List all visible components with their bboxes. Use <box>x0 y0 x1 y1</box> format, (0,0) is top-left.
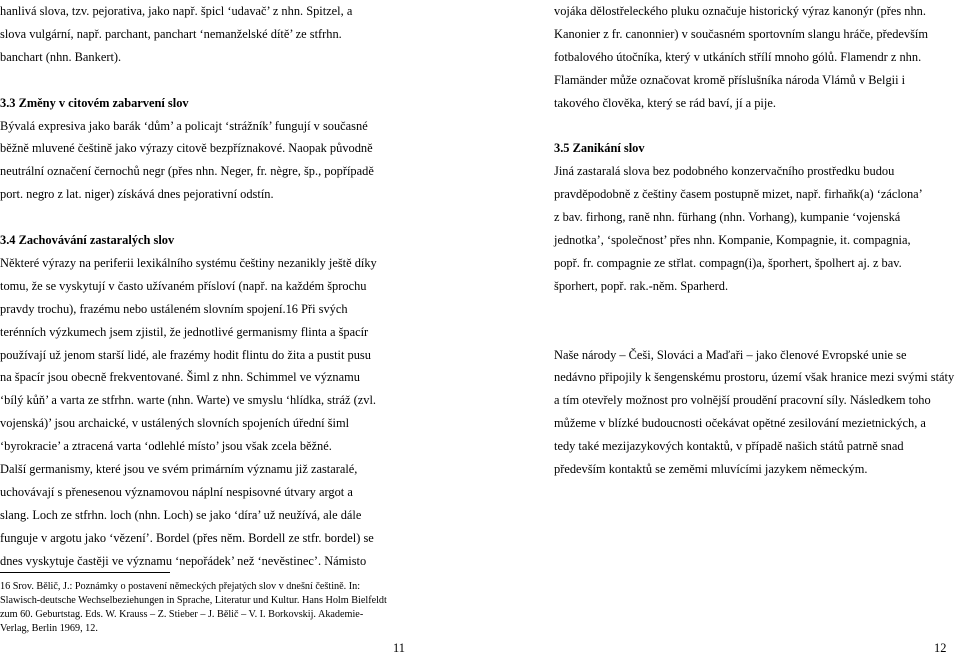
text-line: jednotka’, ‘společnost’ přes nhn. Kompanie, Kompagnie, it. compagnia, <box>554 233 911 248</box>
section-3-4-paragraph <box>0 252 404 458</box>
text-line: slang. Loch ze stfrhn. loch (nhn. Loch) se jako ‘díra’ už neužívá, ale dále <box>0 507 362 522</box>
text-line: ‘byrokracie’ a ztracená varta ‘odlehlé místo’ jsou však zcela běžné. <box>0 439 332 454</box>
text-line: pravděpodobně z češtiny časem postupně mizet, např. firhaňk(a) ‘záclona’ <box>554 187 923 202</box>
section-3-3-heading: 3.3 Změny v citovém zabarvení slov <box>0 95 189 110</box>
text-line: z bav. firhong, raně nhn. fürhang (nhn. Vorhang), kumpanie ‘vojenská <box>554 210 901 225</box>
text-line: Naše národy – Češi, Slováci a Maďaři – jako členové Evropské unie se <box>554 347 907 362</box>
text-line: Bývalá expresiva jako barák ‘dům’ a policajt ‘strážník’ fungují v současné <box>0 118 368 133</box>
right-page <box>554 0 958 481</box>
footnote-16 <box>0 580 404 636</box>
text-line: běžně mluvené češtině jako výrazy citově bezpříznakové. Naopak původně <box>0 141 373 156</box>
text-line: Kanonier z fr. canonnier) v současném sportovním slangu hráče, především <box>554 26 929 41</box>
section-3-5-heading: 3.5 Zanikání slov <box>554 141 645 156</box>
section-3-3-paragraph <box>0 115 404 207</box>
text-line: dnes vyskytuje častěji ve významu ‘nepořádek’ než ‘nevěstinec’. Námisto <box>0 553 367 568</box>
text-line: Flamänder může označovat kromě příslušníka národa Vlámů v Belgii i <box>554 72 906 87</box>
footnote-line: Verlag, Berlin 1969, 12. <box>0 622 98 634</box>
text-line: ‘bílý kůň’ a varta ze stfrhn. warte (nhn. Warte) ve smyslu ‘hlídka, stráž (zvl. <box>0 393 376 408</box>
text-line: pravdy trochu), frazému nebo ustáleném slovním spojení.16 Při svých <box>0 301 348 316</box>
text-line: takového člověka, který se rád baví, jí a pije. <box>554 95 776 110</box>
footnote-line: zum 60. Geburtstag. Eds. W. Krauss – Z. Stieber – J. Bělič – V. I. Borkovskij. Akademie- <box>0 608 364 620</box>
text-line: vojenská)’ jsou archaické, v ustálených slovních spojeních úřední šiml <box>0 416 350 431</box>
text-line: šporhert, popř. rak.-něm. Sparherd. <box>554 278 729 293</box>
text-line: fotbalového útočníka, který v utkáních střílí mnoho gólů. Flamendr z nhn. <box>554 49 922 64</box>
page-number-left: 11 <box>393 641 405 655</box>
section-3-5-paragraph <box>554 160 958 297</box>
continuation-paragraph <box>0 458 404 573</box>
footnote-line: Slawisch-deutsche Wechselbeziehungen in Sprache, Literatur und Kultur. Hans Holm Bielfeldt <box>0 594 387 606</box>
text-line: Jiná zastaralá slova bez podobného konzervačního prostředku budou <box>554 164 895 179</box>
text-line: slova vulgární, např. parchant, panchart ‘nemanželské dítě’ ze stfrhn. <box>0 26 342 41</box>
text-line: na špacír jsou obecně frekventované. Šiml z nhn. Schimmel ve významu <box>0 370 360 385</box>
footnote-line: 16 Srov. Bělič, J.: Poznámky o postavení německých přejatých slov v dnešní češtině. In: <box>0 581 361 592</box>
text-line: nedávno připojily k šengenskému prostoru, území však hranice mezi svými státy <box>554 370 955 385</box>
text-line: a tím otevřely možnost pro volnější proudění pracovní síly. Následkem toho <box>554 393 931 408</box>
page-number-right: 12 <box>934 641 947 655</box>
footnote-divider <box>0 572 170 573</box>
text-line: tedy také mezijazykových kontaktů, v případě našich států patrně snad <box>554 439 904 454</box>
text-line: terénních výzkumech jsem zjistil, že jednotlivé germanismy flinta a špacír <box>0 324 369 339</box>
text-line: především kontaktů se zeměmi mluvícími jazykem německým. <box>554 462 868 477</box>
text-line: vojáka dělostřeleckého pluku označuje historický výraz kanonýr (přes nhn. <box>554 4 926 18</box>
text-line: Další germanismy, které jsou ve svém primárním významu již zastaralé, <box>0 462 358 477</box>
text-line: port. negro z lat. niger) získává dnes pejorativní odstín. <box>0 187 274 202</box>
text-line: funguje v argotu jako ‘vězení’. Bordel (přes něm. Bordell ze stfr. bordel) se <box>0 530 374 545</box>
text-line: hanlivá slova, tzv. pejorativa, jako např. špicl ‘udavač’ z nhn. Spitzel, a <box>0 4 353 18</box>
text-line: Některé výrazy na periferii lexikálního systému češtiny nezanikly ještě díky <box>0 255 377 270</box>
text-line: tomu, že se vyskytují v často užívaném přísloví (např. na každém šprochu <box>0 278 367 293</box>
text-line: popř. fr. compagnie ze střlat. compagn(i)a, šporhert, špolhert aj. z bav. <box>554 255 902 270</box>
right-intro-paragraph <box>554 0 958 115</box>
text-line: uchovávají s přenesenou významovou náplní nespisovné útvary argot a <box>0 485 353 499</box>
left-page <box>0 0 404 573</box>
text-line: můžeme v blízké budoucnosti očekávat opětné zesilování mezietnických, a <box>554 416 926 431</box>
text-line: neutrální označení černochů negr (přes nhn. Neger, fr. nègre, šp., popřípadě <box>0 164 374 179</box>
section-3-4-heading: 3.4 Zachovávání zastaralých slov <box>0 233 175 248</box>
text-line: banchart (nhn. Bankert). <box>0 49 122 64</box>
text-line: používají už jenom starší lidé, ale frazémy hodit flintu do žita a pustit pusu <box>0 347 371 362</box>
left-intro-paragraph <box>0 0 404 69</box>
closing-paragraph <box>554 344 958 481</box>
